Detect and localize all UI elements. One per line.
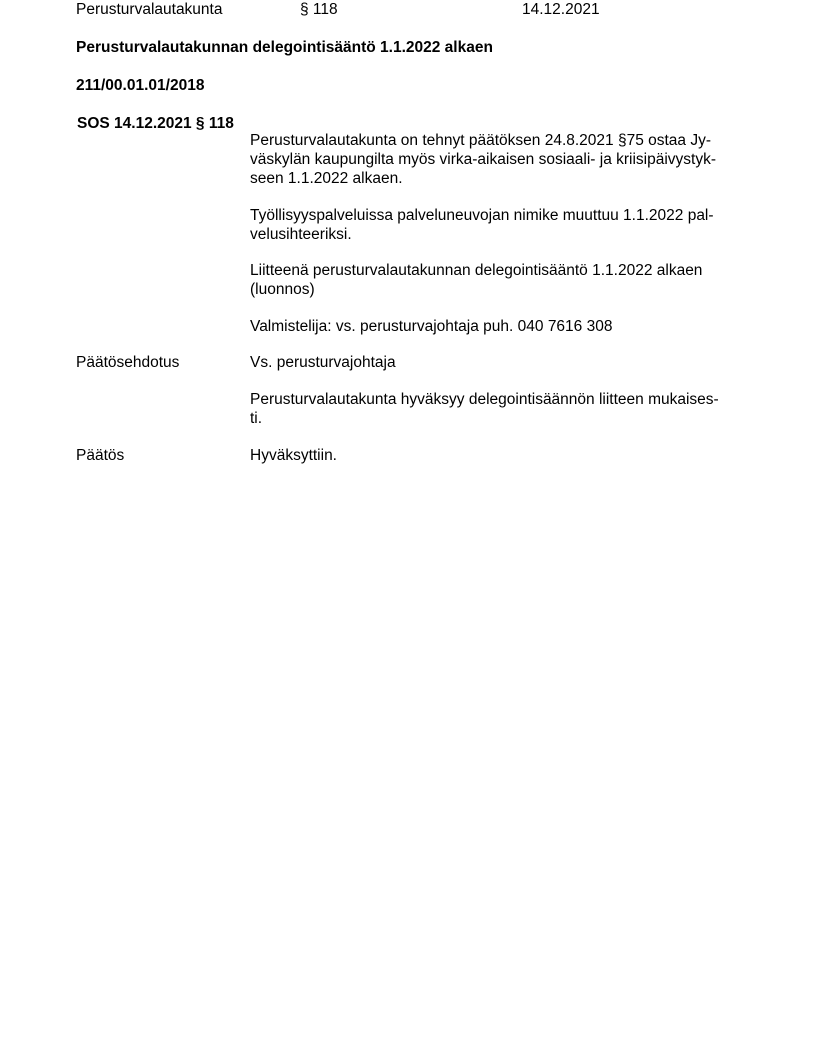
body-paragraph-2 — [250, 206, 750, 244]
decision-line: Hyväksyttiin. — [250, 447, 337, 464]
body-paragraph-1 — [250, 131, 750, 188]
proposal-text — [250, 390, 750, 428]
body-line: seen 1.1.2022 alkaen. — [250, 170, 403, 187]
decision-text — [250, 446, 750, 465]
proposer-line: Vs. perusturvajohtaja — [250, 354, 396, 371]
header-date: 14.12.2021 — [522, 1, 600, 18]
proposal-line: ti. — [250, 410, 263, 427]
decision-label: Päätös — [76, 447, 125, 464]
reference-label: SOS 14.12.2021 § 118 — [77, 115, 234, 132]
body-paragraph-3 — [250, 261, 750, 299]
header-committee: Perusturvalautakunta — [76, 1, 223, 18]
record-number: 211/00.01.01/2018 — [76, 77, 205, 94]
body-line: velusihteeriksi. — [250, 226, 352, 243]
body-line: Perusturvalautakunta on tehnyt päätöksen 24.8.2021 §75 ostaa Jy- — [250, 132, 712, 149]
proposal-line: Perusturvalautakunta hyväksyy delegointisäännön liitteen mukaises- — [250, 391, 719, 408]
proposal-proposer — [250, 353, 750, 372]
body-line: Liitteenä perusturvalautakunnan delegointisääntö 1.1.2022 alkaen — [250, 262, 703, 279]
proposal-label: Päätösehdotus — [76, 354, 180, 371]
body-line: väskylän kaupungilta myös virka-aikaisen sosiaali- ja kriisipäivystyk- — [250, 151, 717, 168]
body-line: Työllisyyspalveluissa palveluneuvojan nimike muuttuu 1.1.2022 pal- — [250, 207, 714, 224]
preparer-info — [250, 317, 750, 336]
document-title: Perusturvalautakunnan delegointisääntö 1.1.2022 alkaen — [76, 39, 493, 56]
header-section: § 118 — [300, 1, 338, 18]
body-line: (luonnos) — [250, 281, 315, 298]
preparer-line: Valmistelija: vs. perusturvajohtaja puh. 040 7616 308 — [250, 318, 613, 335]
